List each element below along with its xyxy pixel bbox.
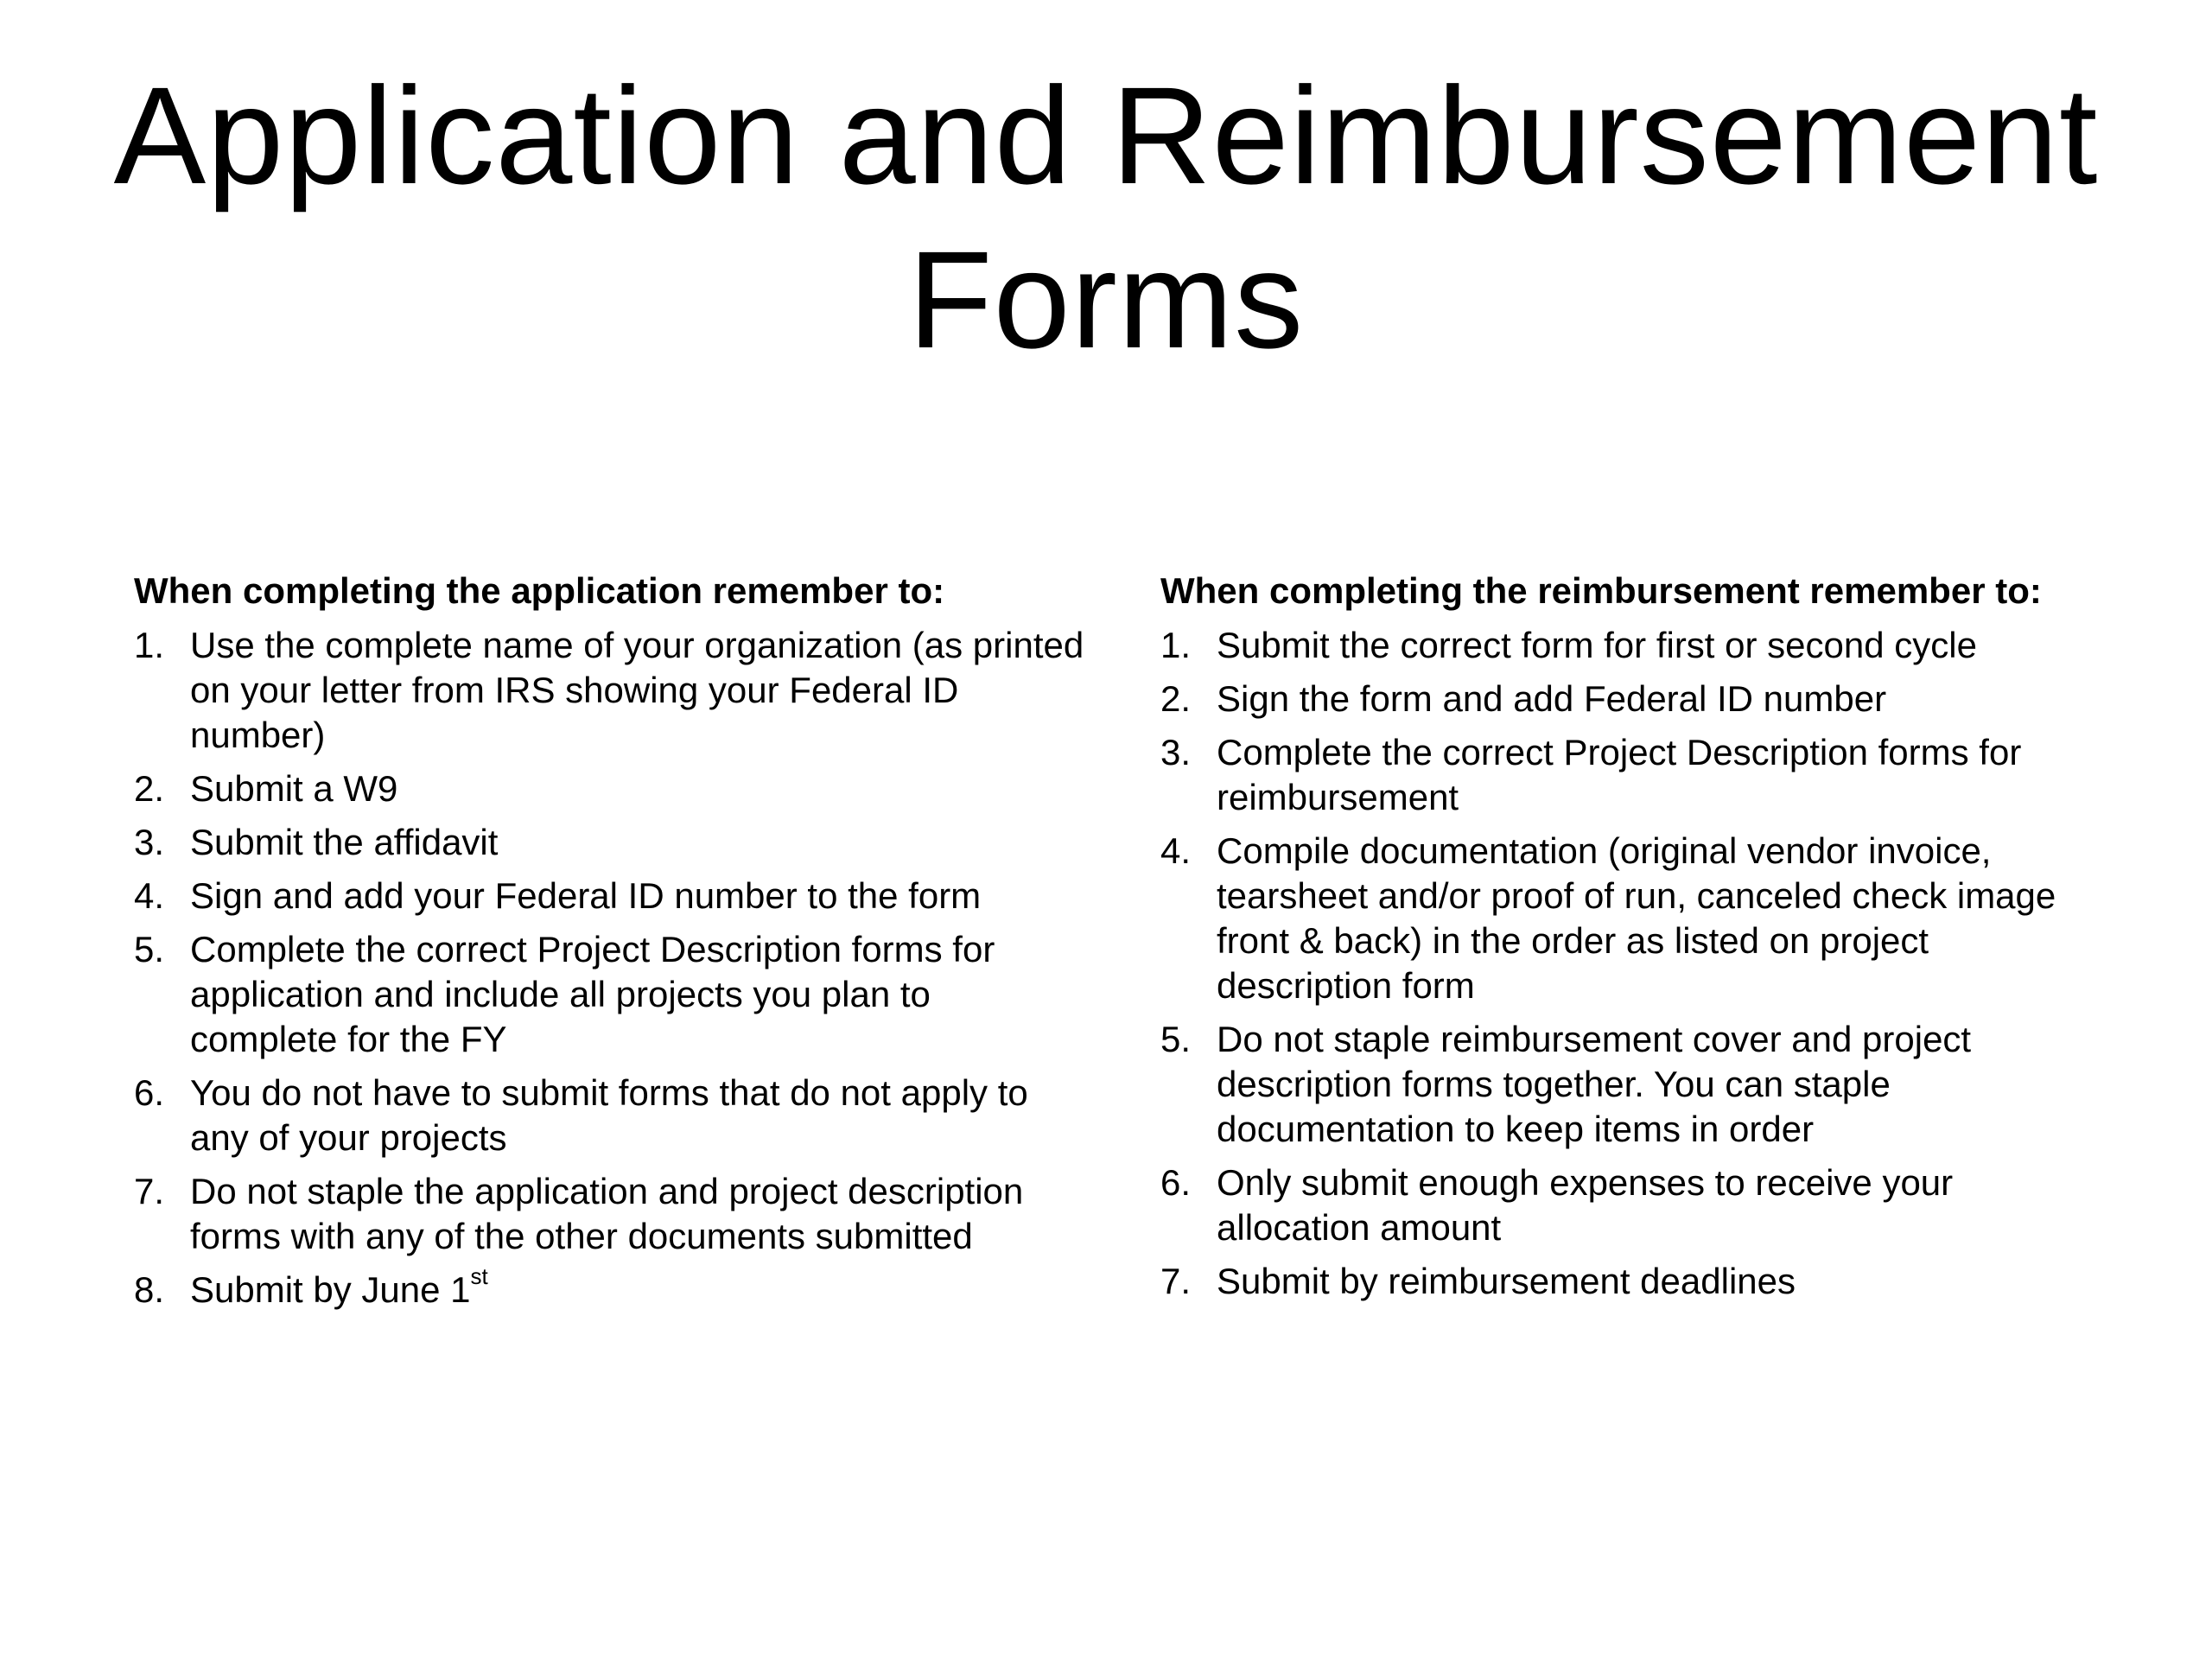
reimbursement-column [1160, 566, 2094, 1313]
step-number: 1. [134, 625, 165, 665]
step-number: 7. [1160, 1261, 1192, 1301]
application-heading: When completing the application remember to: [134, 570, 945, 611]
step-text: Use the complete name of your organization (as printed on your letter from IRS showing your Federal ID number) [190, 625, 1084, 755]
step-number: 2. [1160, 678, 1192, 719]
ordinal-suffix: st [470, 1263, 488, 1289]
step-number: 6. [1160, 1162, 1192, 1203]
application-step [134, 927, 1084, 1062]
slide-title: Application and Reimbursement Forms [113, 58, 2099, 377]
step-text: Submit the correct form for first or second cycle [1217, 625, 1977, 665]
step-text: Complete the correct Project Description forms for reimbursement [1217, 732, 2022, 817]
application-step [134, 1263, 1084, 1313]
application-step [134, 1169, 1084, 1259]
application-step [134, 766, 1084, 811]
step-text: Sign the form and add Federal ID number [1217, 678, 1887, 719]
reimbursement-step [1160, 1017, 2094, 1152]
reimbursement-step [1160, 829, 2094, 1008]
step-text: Submit the affidavit [190, 822, 499, 862]
application-steps-list [134, 623, 1084, 1313]
step-number: 4. [134, 875, 165, 916]
application-step [134, 820, 1084, 865]
step-number: 8. [134, 1269, 165, 1310]
step-text: Complete the correct Project Description forms for application and include all projects you plan to complete for the FY [190, 929, 995, 1059]
reimbursement-step [1160, 1259, 2094, 1304]
step-text: Do not staple reimbursement cover and project description forms together. You can staple documentation to keep items in order [1217, 1019, 1972, 1149]
reimbursement-step [1160, 677, 2094, 721]
step-text: Sign and add your Federal ID number to the form [190, 875, 982, 916]
reimbursement-step [1160, 730, 2094, 820]
step-number: 5. [134, 929, 165, 969]
reimbursement-steps-list [1160, 623, 2094, 1304]
reimbursement-heading: When completing the reimbursement remember to: [1160, 570, 2042, 611]
application-step [134, 874, 1084, 918]
step-text: Submit a W9 [190, 768, 398, 809]
step-number: 7. [134, 1171, 165, 1211]
step-number: 2. [134, 768, 165, 809]
step-text: Submit by reimbursement deadlines [1217, 1261, 1796, 1301]
reimbursement-step [1160, 623, 2094, 668]
step-number: 6. [134, 1072, 165, 1113]
step-number: 5. [1160, 1019, 1192, 1059]
application-step [134, 623, 1084, 758]
step-text: Submit by June 1 [190, 1269, 471, 1310]
step-number: 3. [1160, 732, 1192, 772]
step-text: Only submit enough expenses to receive your allocation amount [1217, 1162, 1954, 1248]
step-number: 4. [1160, 830, 1192, 871]
reimbursement-step [1160, 1160, 2094, 1250]
step-text: You do not have to submit forms that do not apply to any of your projects [190, 1072, 1028, 1158]
step-text: Do not staple the application and project description forms with any of the other documents submitted [190, 1171, 1024, 1256]
application-step [134, 1071, 1084, 1160]
step-number: 1. [1160, 625, 1192, 665]
step-number: 3. [134, 822, 165, 862]
step-text: Compile documentation (original vendor invoice, tearsheet and/or proof of run, canceled check image front & back) in the order as listed on project description form [1217, 830, 2056, 1006]
application-column [134, 566, 1084, 1321]
